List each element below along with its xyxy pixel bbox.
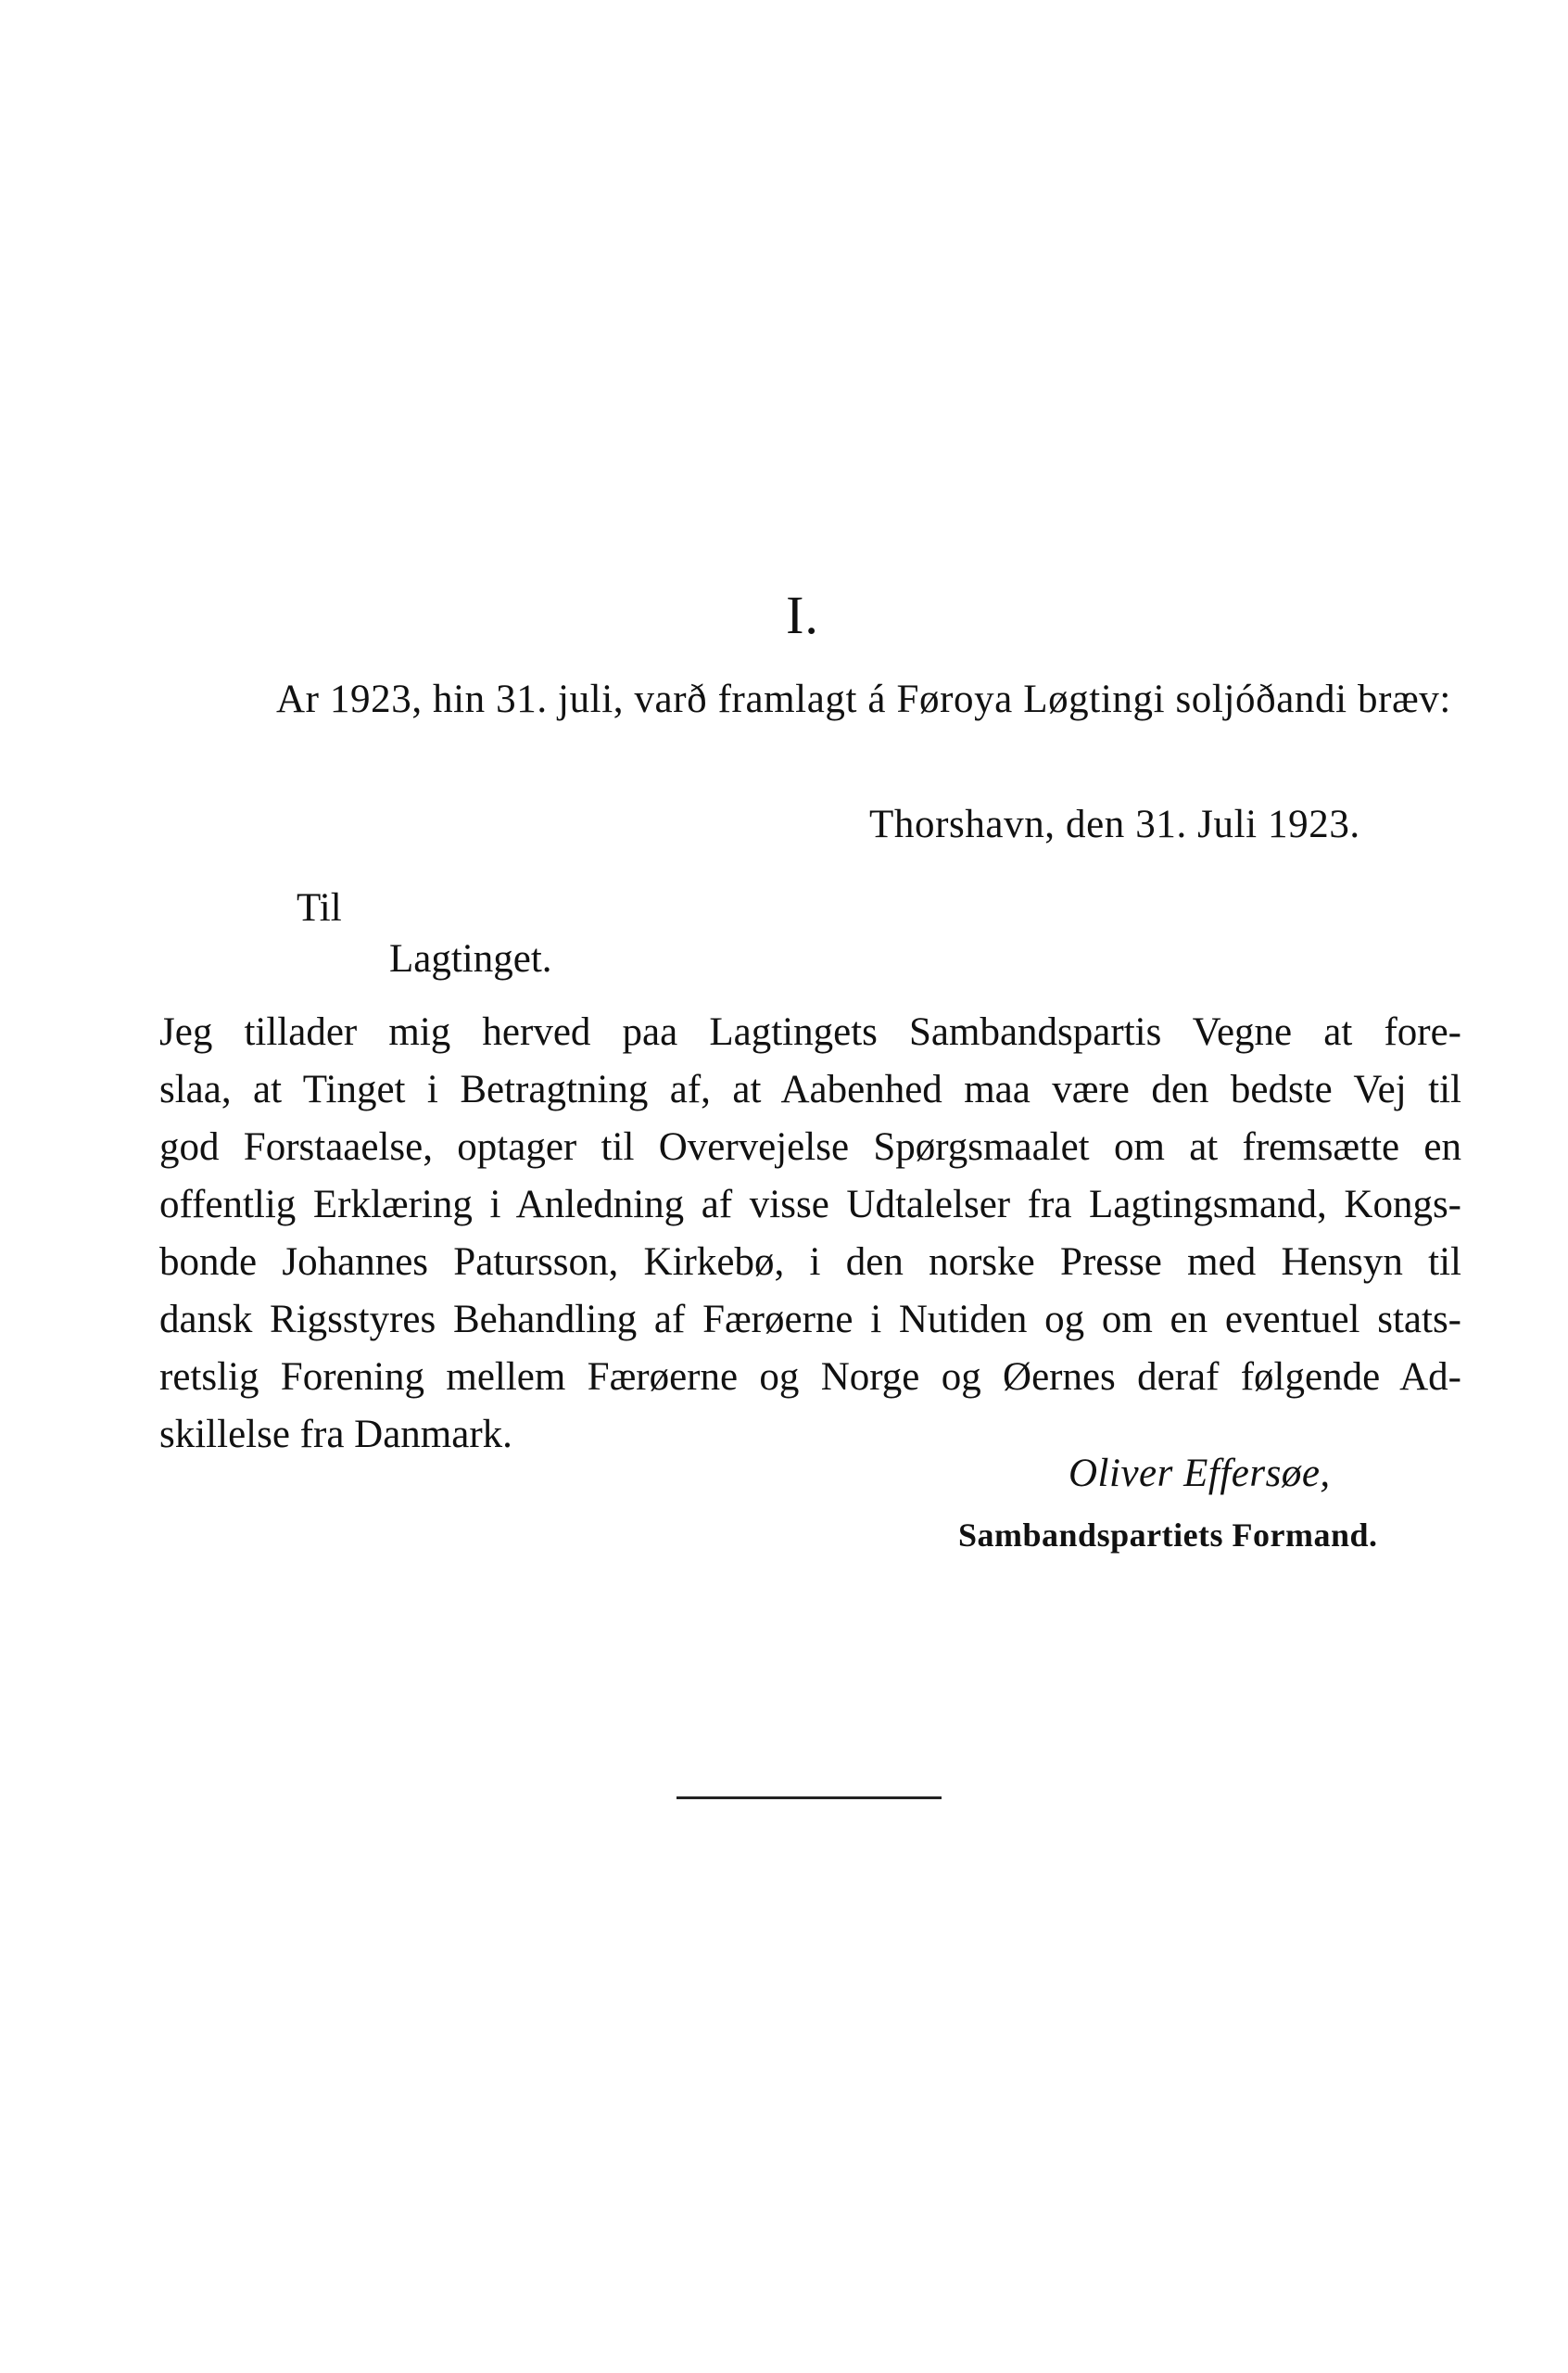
- intro-line: Ar 1923, hin 31. juli, varð framlagt á Føroya Løgtingi soljóðandi bræv:: [276, 678, 1451, 721]
- body-line: slaa, at Tinget i Betragtning af, at Aabenhed maa være den bedste Vej til: [159, 1068, 1461, 1111]
- body-line: Jeg tillader mig herved paa Lagtingets Sambandspartis Vegne at fore-: [159, 1010, 1461, 1054]
- place-date: Thorshavn, den 31. Juli 1923.: [869, 803, 1360, 846]
- body-line: god Forstaaelse, optager til Overvejelse Spørgsmaalet om at fremsætte en: [159, 1125, 1461, 1169]
- letter-body: [159, 1004, 1461, 1464]
- body-line: bonde Johannes Patursson, Kirkebø, i den norske Presse med Hensyn til: [159, 1240, 1461, 1284]
- section-number: I.: [786, 585, 819, 645]
- body-line: retslig Forening mellem Færøerne og Norge og Øernes deraf følgende Ad-: [159, 1355, 1461, 1399]
- salutation-to: Til: [297, 886, 342, 930]
- signature-name: Oliver Effersøe,: [1069, 1452, 1331, 1495]
- salutation-recipient: Lagtinget.: [389, 937, 552, 981]
- body-line: dansk Rigsstyres Behandling af Færøerne i Nutiden og om en eventuel stats-: [159, 1298, 1461, 1341]
- signature-title: Sambandspartiets Formand.: [958, 1516, 1378, 1554]
- body-line: skillelse fra Danmark.: [159, 1413, 512, 1456]
- body-line: offentlig Erklæring i Anledning af visse Udtalelser fra Lagtingsmand, Kongs-: [159, 1183, 1461, 1226]
- divider-rule: [677, 1796, 942, 1799]
